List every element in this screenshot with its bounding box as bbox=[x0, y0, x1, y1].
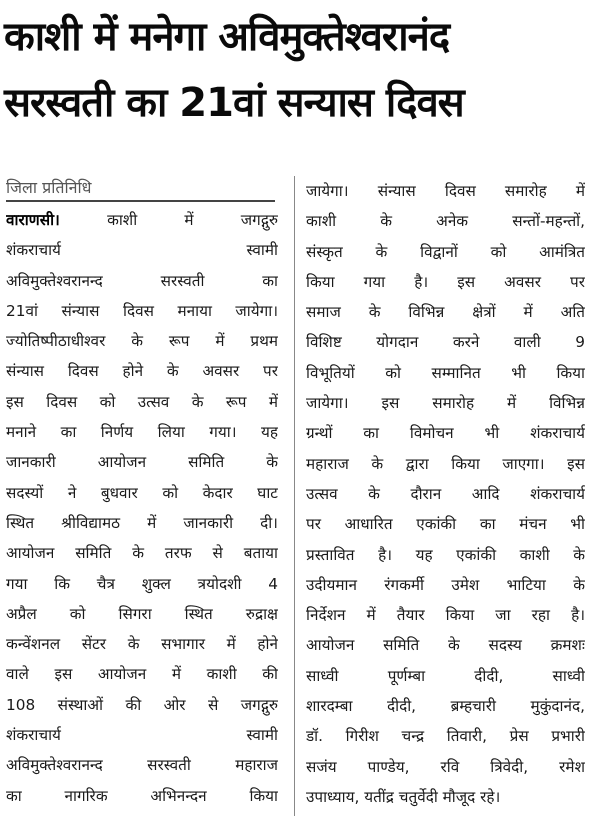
article-line bbox=[306, 358, 585, 388]
article-line-text: जानकारी आयोजन समिति के bbox=[6, 453, 278, 472]
article-line-text: सजंय पाण्डेय, रवि त्रिवेदी, रमेश bbox=[306, 757, 585, 776]
article-line bbox=[306, 267, 585, 297]
article-line bbox=[6, 356, 278, 386]
article-line-text: 108 संस्थाओं की ओर से जगद्गुरु bbox=[6, 695, 278, 714]
dateline: वाराणसी। bbox=[6, 211, 60, 229]
article-line bbox=[306, 206, 585, 236]
article-line bbox=[6, 296, 278, 326]
article-line-text: अविमुक्तेश्वरानन्द सरस्वती महाराज bbox=[6, 756, 278, 775]
article-line-text: जायेगा। संन्यास दिवस समारोह में bbox=[306, 182, 585, 200]
article-line-text: सदस्यों ने बुधवार को केदार घाट bbox=[6, 483, 278, 502]
article-line-text: आयोजन समिति के तरफ से बताया bbox=[6, 544, 278, 563]
article-line bbox=[6, 538, 278, 568]
article-line bbox=[6, 417, 278, 447]
article-line-text: 21वां संन्यास दिवस मनाया जायेगा। bbox=[6, 301, 278, 320]
article-line bbox=[306, 630, 585, 660]
article-line-text: जायेगा। इस समारोह में विभिन्न bbox=[306, 394, 585, 413]
article-line bbox=[306, 297, 585, 327]
article-line-text: ग्रन्थों का विमोचन भी शंकराचार्य bbox=[306, 424, 585, 443]
article-line bbox=[306, 449, 585, 479]
article-line-text: प्रस्तावित है। यह एकांकी काशी के bbox=[306, 545, 585, 564]
article-line bbox=[6, 569, 278, 599]
article-line bbox=[306, 661, 585, 691]
article-line bbox=[306, 721, 585, 751]
article-line bbox=[306, 540, 585, 570]
headline-line-2: सरस्वती का 21वां सन्यास दिवस bbox=[4, 80, 464, 126]
article-line bbox=[6, 508, 278, 538]
article-line bbox=[306, 327, 585, 357]
headline bbox=[4, 4, 585, 136]
article-line-text: शंकराचार्य स्वामी bbox=[6, 241, 278, 260]
column-divider bbox=[294, 176, 295, 816]
article-column-left bbox=[6, 205, 278, 811]
article-line-text: ज्योतिष्पीठाधीश्वर के रूप में प्रथम bbox=[6, 332, 278, 351]
article-line bbox=[6, 599, 278, 629]
article-line bbox=[6, 235, 278, 265]
headline-line-1: काशी में मनेगा अविमुक्तेश्वरानंद bbox=[4, 14, 450, 60]
article-line-text: साध्वी पूर्णम्बा दीदी, साध्वी bbox=[306, 666, 585, 685]
article-line bbox=[6, 629, 278, 659]
article-line bbox=[306, 782, 585, 812]
byline: जिला प्रतिनिधि bbox=[6, 178, 92, 197]
article-line-text: संन्यास दिवस होने के अवसर पर bbox=[6, 362, 278, 381]
article-line bbox=[6, 690, 278, 720]
article-line-text: कन्वेंशनल सेंटर के सभागार में होने bbox=[6, 635, 278, 654]
article-line-text: किया गया है। इस अवसर पर bbox=[306, 272, 585, 291]
article-line bbox=[306, 752, 585, 782]
article-line-text: शारदम्बा दीदी, ब्रम्हचारी मुकुंदानंद, bbox=[306, 697, 585, 716]
article-line-text: काशी में जगद्गुरु bbox=[59, 211, 278, 229]
article-line bbox=[306, 176, 585, 206]
article-line-text: महाराज के द्वारा किया जाएगा। इस bbox=[306, 454, 585, 473]
article-line-text: गया कि चैत्र शुक्ल त्रयोदशी 4 bbox=[6, 574, 278, 593]
article-line-text: विभूतियों को सम्मानित भी किया bbox=[306, 363, 585, 382]
article-line-text: समाज के विभिन्न क्षेत्रों में अति bbox=[306, 303, 585, 322]
article-line bbox=[6, 478, 278, 508]
article-line-text: अविमुक्तेश्वरानन्द सरस्वती का bbox=[6, 271, 278, 290]
article-line bbox=[6, 720, 278, 750]
article-line-text: स्थित श्रीविद्यामठ में जानकारी दी। bbox=[6, 513, 278, 532]
article-line bbox=[6, 326, 278, 356]
article-line bbox=[6, 387, 278, 417]
byline-divider bbox=[6, 200, 275, 202]
article-line bbox=[306, 418, 585, 448]
article-line-text: पर आधारित एकांकी का मंचन भी bbox=[306, 515, 585, 534]
article-line bbox=[306, 691, 585, 721]
article-line bbox=[306, 388, 585, 418]
article-line bbox=[6, 750, 278, 780]
article-line bbox=[306, 570, 585, 600]
article-line-text: वाले इस आयोजन में काशी की bbox=[6, 665, 278, 684]
article-line bbox=[6, 205, 278, 235]
article-line bbox=[6, 447, 278, 477]
article-line-text: विशिष्ट योगदान करने वाली 9 bbox=[306, 333, 585, 352]
article-line bbox=[6, 659, 278, 689]
article-line-text: शंकराचार्य स्वामी bbox=[6, 726, 278, 745]
article-line bbox=[306, 509, 585, 539]
article-line bbox=[306, 600, 585, 630]
article-line bbox=[6, 781, 278, 811]
article-line-text: निर्देशन में तैयार किया जा रहा है। bbox=[306, 606, 585, 625]
article-line-text: इस दिवस को उत्सव के रूप में bbox=[6, 392, 278, 411]
article-line-text: उदीयमान रंगकर्मी उमेश भाटिया के bbox=[306, 575, 585, 594]
article-line-text: मनाने का निर्णय लिया गया। यह bbox=[6, 423, 278, 442]
article-line bbox=[306, 237, 585, 267]
article-line-text: उत्सव के दौरान आदि शंकराचार्य bbox=[306, 484, 585, 503]
article-line-text: अप्रैल को सिगरा स्थित रुद्राक्ष bbox=[6, 604, 278, 623]
article-line bbox=[306, 479, 585, 509]
article-line-text: काशी के अनेक सन्तों-महन्तों, bbox=[306, 212, 585, 231]
article-line-text: डॉ. गिरीश चन्द्र तिवारी, प्रेस प्रभारी bbox=[306, 727, 585, 746]
article-line-text: उपाध्याय, यतींद्र चतुर्वेदी मौजूद रहे। bbox=[306, 787, 501, 806]
article-line-text: का नागरिक अभिनन्दन किया bbox=[6, 786, 278, 805]
article-line-text: संस्कृत के विद्वानों को आमंत्रित bbox=[306, 242, 585, 261]
article-column-right bbox=[306, 176, 585, 812]
article-line bbox=[6, 266, 278, 296]
article-line-text: आयोजन समिति के सदस्य क्रमशः bbox=[306, 636, 585, 655]
